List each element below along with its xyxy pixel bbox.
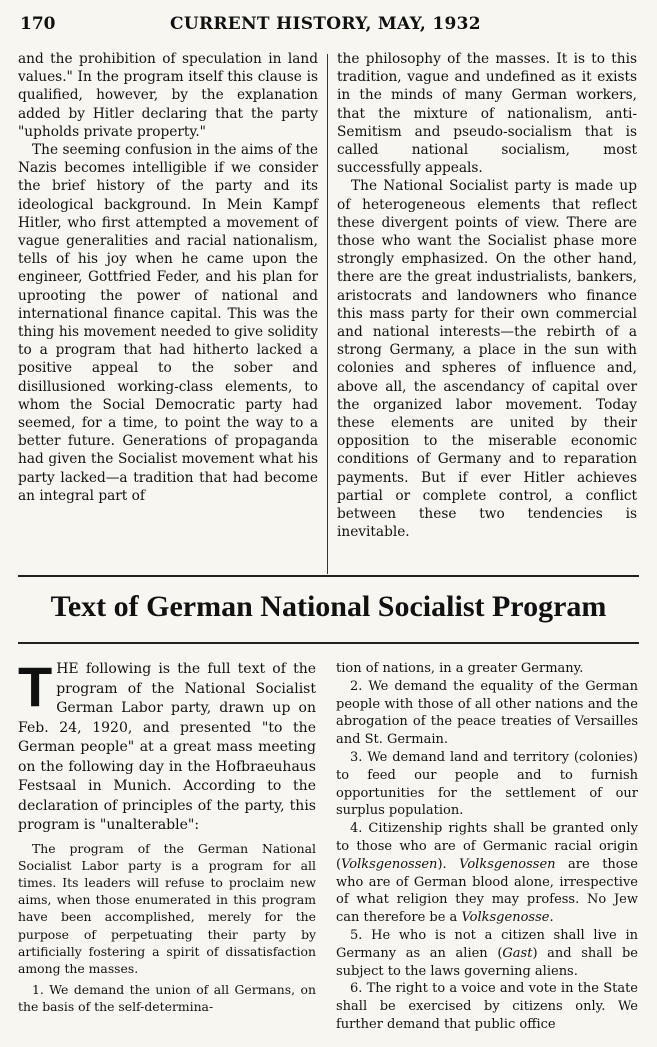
column-divider xyxy=(327,54,328,574)
text-run: 4. Citizenship rights shall be granted only to those who are of Germanic racial origin ( xyxy=(336,821,638,872)
italic-term: Volksgenosse xyxy=(461,910,550,926)
program-point-6: 6. The right to a voice and vote in the State shall be exercised by citizens only. We further demand that public office xyxy=(336,981,638,1032)
section-rule-top xyxy=(18,575,639,577)
upper-left-column xyxy=(18,50,318,505)
program-point-4 xyxy=(336,820,638,927)
paragraph: The seeming confusion in the aims of the Nazis becomes intelligible if we consider the brief history of the party and its ideological background. In Mein Kampf Hitler, who first attempted a movement of vague generalities and racial nationalism, tells of his joy when he came upon the engineer, Gottfried Feder, and his plan for uprooting the power of national and international finance capital. This was the thing his movement needed to give solidity to a program that had hitherto lacked a positive appeal to the sober and disillusioned working-class elements, to whom the Social Democratic party had seemed, for a time, to point the way to a better future. Generations of propaganda had given the Socialist movement what his party lacked—a tradition that had become an integral part of xyxy=(18,142,318,504)
drop-cap: T xyxy=(18,655,53,718)
program-point-5 xyxy=(336,927,638,980)
text-run: ) and shall be subject to the laws governing aliens. xyxy=(336,945,638,979)
text-run: ). xyxy=(437,856,460,872)
program-point-2: 2. We demand the equality of the German people with those of all other nations and the abrogation of the peace treaties of Versailles and St. Germain. xyxy=(336,678,638,748)
paragraph: the philosophy of the masses. It is to this tradition, vague and undefined as it exists in the minds of many German workers, that the mixture of nationalism, anti-Semitism and pseudo-socialism that is called national socialism, most successfully appeals. xyxy=(337,51,637,177)
section-rule-bottom xyxy=(18,642,639,644)
text-run: . xyxy=(549,910,554,926)
italic-term: Volksgenossen xyxy=(341,856,438,872)
preamble: The program of the German National Socialist Labor party is a program for all times. Its leaders will refuse to proclaim new aims, when those enumerated in this program have been accomplished, merely for the purpose of perpetuating their party by artificially fostering a spirit of dissatisfaction among the masses. xyxy=(18,840,316,976)
section-title: Text of German National Socialist Program xyxy=(50,590,607,623)
upper-right-column xyxy=(337,50,637,541)
page-number: 170 xyxy=(20,14,56,34)
intro-paragraph xyxy=(18,655,316,836)
intro-text: HE following is the full text of the program of the National Socialist German Labor party, drawn up on Feb. 24, 1920, and presented "to the German people" at a great mass meeting on the following day in the Hofbraeuhaus Festsaal in Munich. According to the declaration of principles of the party, this program is "unalterable": xyxy=(18,661,316,833)
paragraph: The National Socialist party is made up of heterogeneous elements that reflect these divergent points of view. There are those who want the Socialist phase more strongly emphasized. On the other hand, there are the great industrialists, bankers, aristocrats and landowners who finance this mass party for their own commercial and national interests—the rebirth of a strong Germany, a place in the sun with colonies and spheres of influence and, above all, the ascendancy of capital over the organized labor movement. Today these elements are united by their opposition to the miserable economic conditions of Germany and to reparation payments. But if ever Hitler achieves partial or complete control, a conflict between these two tendencies is inevitable. xyxy=(337,178,637,541)
program-point-1-cont: tion of nations, in a greater Germany. xyxy=(336,661,584,676)
paragraph: and the prohibition of speculation in land values." In the program itself this clause is qualified, however, by the explanation added by Hitler declaring that the party "upholds private property." xyxy=(18,51,318,140)
italic-term: Gast xyxy=(502,945,533,961)
program-left-column xyxy=(18,655,316,1016)
program-right-column xyxy=(336,660,638,1034)
program-point-3: 3. We demand land and territory (colonies) to feed our people and to furnish opportunities for the settlement of our surplus population. xyxy=(336,749,638,819)
text-run: are those who are of German blood alone, irrespective of what religion they may profess. No Jew can therefore be a xyxy=(336,856,638,926)
text-run: 5. He who is not a citizen shall live in Germany as an alien ( xyxy=(336,927,638,961)
italic-term: Volksgenossen xyxy=(459,856,556,872)
program-point-1: 1. We demand the union of all Germans, on the basis of the self-determina- xyxy=(18,982,316,1015)
running-title: CURRENT HISTORY, MAY, 1932 xyxy=(170,14,481,34)
